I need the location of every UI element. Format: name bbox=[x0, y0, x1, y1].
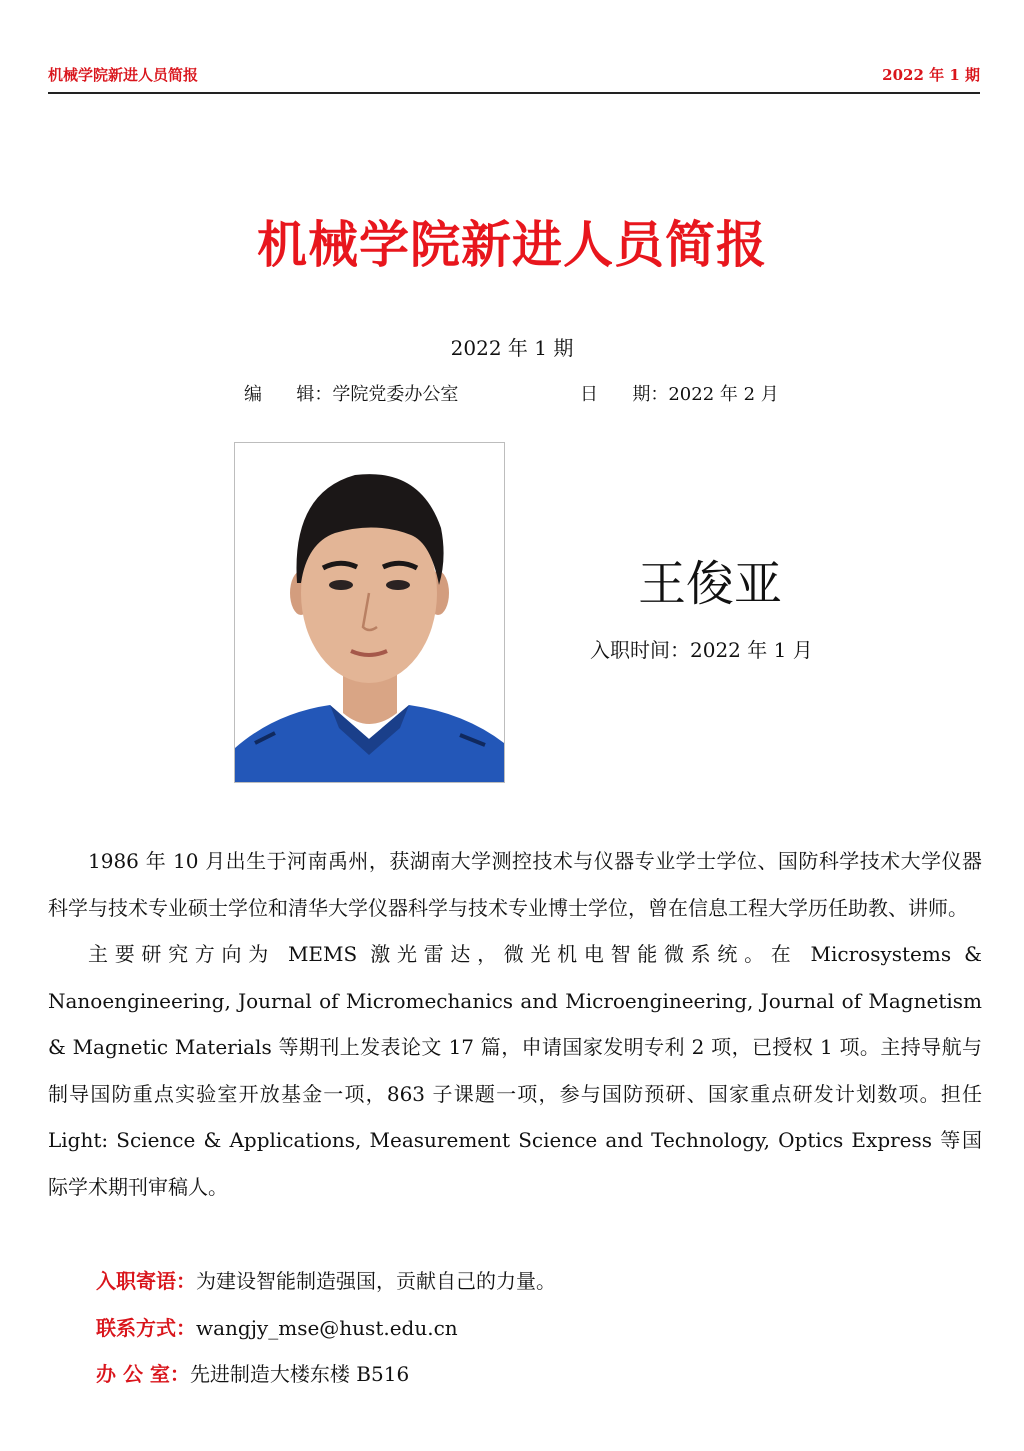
date-line bbox=[580, 380, 779, 406]
portrait-photo bbox=[234, 442, 505, 783]
motto-value: 为建设智能制造强国，贡献自己的力量。 bbox=[196, 1269, 556, 1293]
email-row bbox=[96, 1305, 556, 1352]
email-label: 联系方式： bbox=[96, 1315, 196, 1340]
join-date-line bbox=[590, 634, 813, 663]
header-publication-name: 机械学院新进人员简报 bbox=[48, 66, 199, 84]
date-value: 2022 年 2 月 bbox=[668, 384, 779, 405]
header-issue-number: 2022 年 1 期 bbox=[882, 66, 980, 84]
editor-line bbox=[244, 380, 458, 406]
motto-label: 入职寄语： bbox=[96, 1269, 196, 1293]
contact-list bbox=[96, 1258, 556, 1398]
join-date-label: 入职时间： bbox=[590, 638, 690, 662]
biography bbox=[48, 838, 982, 1210]
editor-value: 学院党委办公室 bbox=[332, 384, 459, 405]
motto-row bbox=[96, 1258, 556, 1305]
date-label: 日 期： bbox=[580, 384, 669, 405]
editor-label: 编 辑： bbox=[244, 384, 333, 405]
join-date-value: 2022 年 1 月 bbox=[690, 638, 813, 662]
running-header bbox=[48, 62, 980, 94]
person-name: 王俊亚 bbox=[637, 556, 782, 612]
issue-number: 2022 年 1 期 bbox=[450, 336, 574, 360]
page-title: 机械学院新进人员简报 bbox=[257, 215, 767, 274]
bio-paragraph-research: 主要研究方向为 MEMS 激光雷达，微光机电智能微系统。在 Microsystems & Nanoengineering, Journal of Micromechanics and Microengineering, Journal of Magnetism & Magnetic Materials 等期刊上发表论文 17 篇，申请国家发明专利 2 项，已授权 1 项。主持导航与制导国防重点实验室开放基金一项，863 子课题一项，参与国防预研、国家重点研发计划数项。担任 Light: Science & Applications, Measurement Science and Technology, Optics Express 等国际学术期刊审稿人。 bbox=[48, 942, 982, 1199]
office-row bbox=[96, 1351, 556, 1398]
email-value[interactable]: wangjy_mse@hust.edu.cn bbox=[196, 1315, 458, 1340]
bio-paragraph-education: 1986 年 10 月出生于河南禹州，获湖南大学测控技术与仪器专业学士学位、国防科学技术大学仪器科学与技术专业硕士学位和清华大学仪器科学与技术专业博士学位，曾在信息工程大学历任助教、讲师。 bbox=[48, 849, 982, 920]
office-label: 办 公 室： bbox=[96, 1362, 190, 1386]
office-value: 先进制造大楼东楼 B516 bbox=[189, 1362, 410, 1386]
